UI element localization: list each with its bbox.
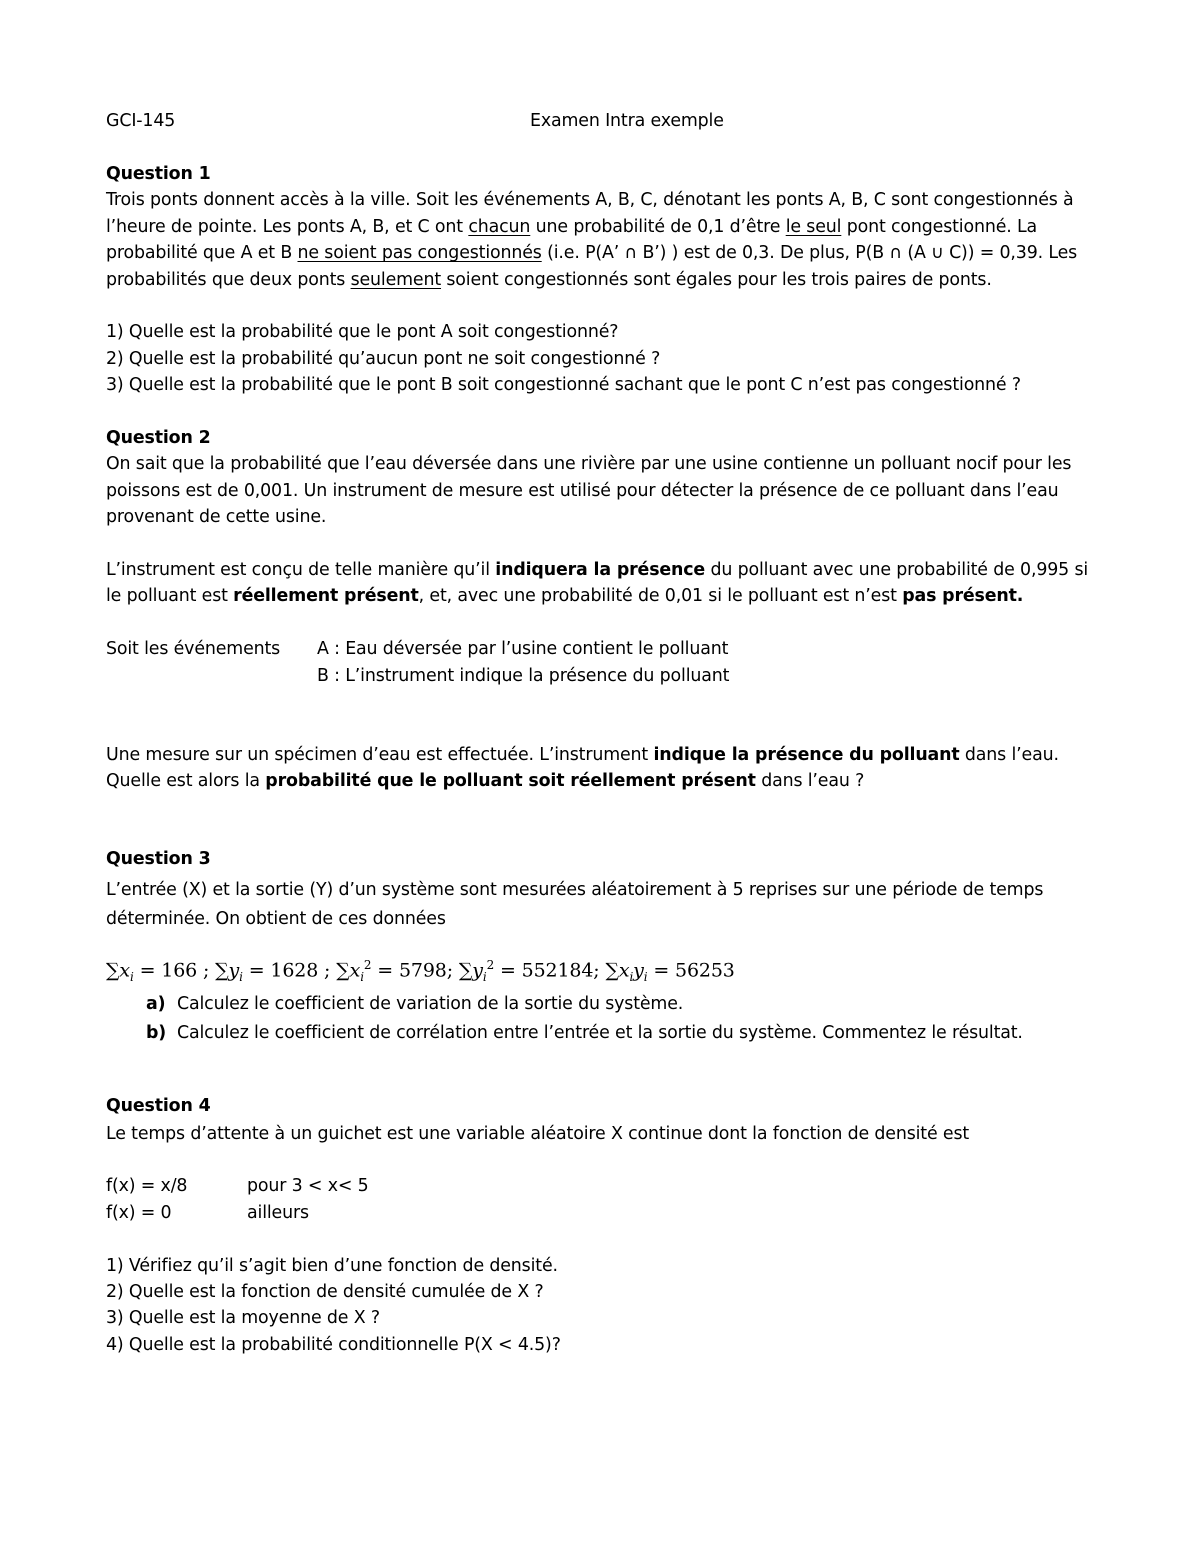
question-3	[106, 846, 1096, 1046]
q3-item-b: b) Calculez le coefficient de corrélation entre l’entrée et la sortie du système. Commentez le résultat.	[146, 1023, 1023, 1044]
q3-line-2: déterminée. On obtient de ces données	[106, 909, 446, 930]
event-a: A : Eau déversée par l’usine contient le polluant	[317, 639, 729, 660]
exam-document	[106, 108, 1096, 1358]
question-4-title: Question 4	[106, 1096, 211, 1117]
q2-para-2-line-2: le polluant est réellement présent, et, avec une probabilité de 0,01 si le polluant est n’est pas présent.	[106, 586, 1024, 607]
q4-subquestion-3: 3) Quelle est la moyenne de X ?	[106, 1308, 380, 1329]
question-2-title: Question 2	[106, 428, 211, 449]
question-1-title: Question 1	[106, 164, 211, 184]
event-a-row	[106, 636, 1096, 662]
q1-subquestion-1: 1) Quelle est la probabilité que le pont A soit congestionné?	[106, 322, 619, 343]
q4-subquestion-4: 4) Quelle est la probabilité conditionnelle P(X < 4.5)?	[106, 1334, 561, 1355]
q4-subquestion-2: 2) Quelle est la fonction de densité cumulée de X ?	[106, 1282, 544, 1303]
q3-line-1: L’entrée (X) et la sortie (Y) d’un système sont mesurées aléatoirement à 5 reprises sur une période de temps	[106, 879, 1044, 900]
question-2	[106, 425, 1096, 795]
q2-para-3-line-2: Quelle est alors la probabilité que le polluant soit réellement présent dans l’eau ?	[106, 771, 865, 792]
q1-subquestion-3: 3) Quelle est la probabilité que le pont B soit congestionné sachant que le pont C n’est pas congestionné ?	[106, 375, 1021, 396]
q2-para-1-line-2: poissons est de 0,001. Un instrument de mesure est utilisé pour détecter la présence de ce polluant dans l’eau	[106, 480, 1059, 501]
question-4	[106, 1093, 1096, 1358]
course-code: GCI-145	[106, 111, 176, 131]
q4-subquestion-1: 1) Vérifiez qu’il s’agit bien d’une fonction de densité.	[106, 1255, 558, 1276]
q3-item-a: a) Calculez le coefficient de variation de la sortie du système.	[146, 993, 684, 1014]
q1-line-3: probabilité que A et B ne soient pas congestionnés (i.e. P(A’ ∩ B’) ) est de 0,3. De plus, P(B ∩ (A ∪ C)) = 0,39. Les	[106, 243, 1078, 264]
q1-line-4: probabilités que deux ponts seulement soient congestionnés sont égales pour les trois paires de ponts.	[106, 269, 992, 290]
exam-title: Examen Intra exemple	[530, 111, 724, 131]
q2-para-1-line-3: provenant de cette usine.	[106, 507, 327, 528]
q4-line-1: Le temps d’attente à un guichet est une variable aléatoire X continue dont la fonction de densité est	[106, 1123, 970, 1144]
sums-formula: $\sum x_i = 166$ ; $\sum y_i = 1628$ ; $\sum x_i^2 = 5798$; $\sum y_i^2 = 552184$; $\sum x_iy_i = 56253$	[106, 957, 735, 984]
q1-subquestion-2: 2) Quelle est la probabilité qu’aucun pont ne soit congestionné ?	[106, 348, 661, 369]
density-row-1: f(x) = x/8 pour 3 < x< 5	[106, 1176, 369, 1197]
q2-para-1-line-1: On sait que la probabilité que l’eau déversée dans une rivière par une usine contienne un polluant nocif pour les	[106, 454, 1072, 475]
event-b-row	[106, 663, 1096, 689]
question-3-title: Question 3	[106, 849, 211, 870]
page-header	[106, 108, 1096, 134]
q2-para-2-line-1: L’instrument est conçu de telle manière qu’il indiquera la présence du polluant avec une probabilité de 0,995 si	[106, 560, 1089, 581]
density-row-2: f(x) = 0 ailleurs	[106, 1202, 309, 1223]
question-1	[106, 161, 1096, 399]
events-label: Soit les événements	[106, 639, 281, 660]
q2-para-3-line-1: Une mesure sur un spécimen d’eau est effectuée. L’instrument indique la présence du polluant dans l’eau.	[106, 744, 1059, 765]
q1-line-1: Trois ponts donnent accès à la ville. Soit les événements A, B, C, dénotant les ponts A, B, C sont congestionnés à	[106, 190, 1074, 211]
q1-line-2: l’heure de pointe. Les ponts A, B, et C ont chacun une probabilité de 0,1 d’être le seul pont congestionné. La	[106, 216, 1038, 237]
event-b: B : L’instrument indique la présence du polluant	[317, 665, 730, 686]
